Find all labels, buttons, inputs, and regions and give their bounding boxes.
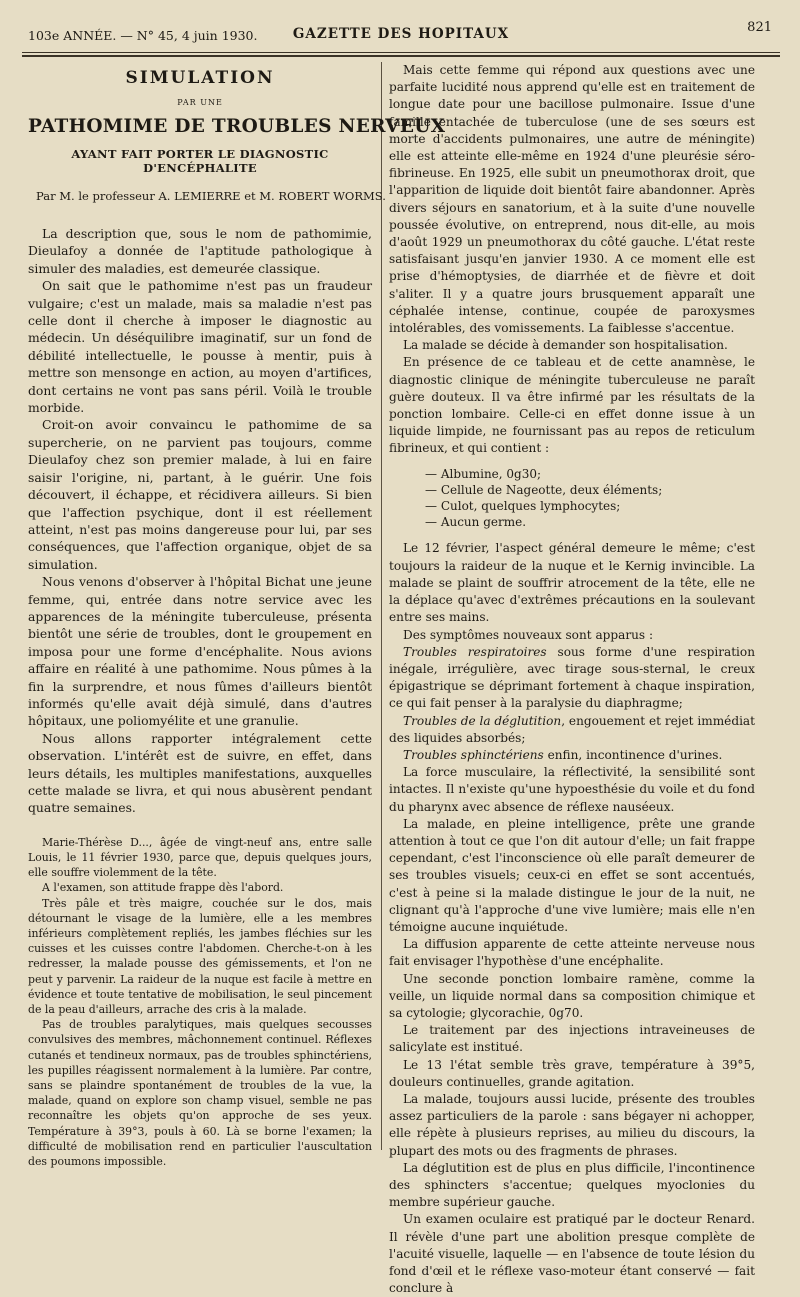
paragraph: La malade, en pleine intelligence, prête une grande attention à tout ce que l'on dit autour d'elle; un fait frappe cependant, c'est l'inconscience où elle paraît demeurer de ses troubles visuels; ceux-ci en effet se sont accentués, c'est à peine si la malade distingue le jour de la nuit, ne clignant qu'à l'approche d'une vive lumière; mais elle n'en témoigne aucune inquiétude. xyxy=(389,816,755,934)
symptom-paragraph xyxy=(389,713,755,747)
list-item: — Cellule de Nageotte, deux éléments; xyxy=(425,482,663,497)
list-item: — Albumine, 0g30; xyxy=(425,466,542,481)
paragraph: La déglutition est de plus en plus difficile, l'incontinence des sphincters s'accentue; quelques myoclonies du membre supérieur gauche. xyxy=(389,1160,755,1210)
right-column xyxy=(389,62,755,1297)
issue-info: 103e ANNÉE. — N° 45, 4 juin 1930. xyxy=(28,28,258,43)
article-subtitle: AYANT FAIT PORTER LE DIAGNOSTIC D'ENCÉPHALITE xyxy=(71,147,329,175)
paragraph: Marie-Thérèse D..., âgée de vingt-neuf ans, entre salle Louis, le 11 février 1930, parce que, depuis quelques jours, elle souffre violemment de la tête. xyxy=(28,835,372,880)
symptom-paragraph xyxy=(389,747,755,764)
paragraph: Un examen oculaire est pratiqué par le docteur Renard. Il révèle d'une part une abolition presque complète de l'acuité visuelle, laquelle — en l'absence de toute lésion du fond d'œil et le réflexe vaso-moteur étant conservé — fait conclure à xyxy=(389,1212,755,1296)
symptom-text: enfin, incontinence d'urines. xyxy=(543,747,723,762)
paragraph: La malade se décide à demander son hospitalisation. xyxy=(403,338,728,353)
paragraph: Le 13 l'état semble très grave, température à 39°5, douleurs continuelles, grande agitation. xyxy=(389,1057,755,1089)
paragraph: On sait que le pathomime n'est pas un fraudeur vulgaire; c'est un malade, mais sa maladie n'est pas celle dont il cherche à imposer le diagnostic au médecin. Un déséquilibre imaginatif, sur un fond de débilité intellectuelle, le pousse à mentir, puis à mettre son mensonge en action, au moyen d'artifices, dont certains ne vont pas sans péril. Voilà le trouble morbide. xyxy=(28,278,372,416)
left-column xyxy=(28,62,446,1169)
article-kicker: SIMULATION xyxy=(125,68,275,88)
header-rule-double xyxy=(22,55,780,57)
article-authors: Par M. le professeur A. LEMIERRE et M. ROBERT WORMS. xyxy=(36,189,386,203)
article-title: PATHOMIME DE TROUBLES NERVEUX xyxy=(28,116,446,137)
symptom-label: Troubles sphinctériens xyxy=(403,747,544,762)
journal-title: GAZETTE DES HOPITAUX xyxy=(292,26,510,42)
paragraph: Une seconde ponction lombaire ramène, comme la veille, un liquide normal dans sa composition chimique et sa cytologie; glycorachie, 0g70. xyxy=(389,971,755,1020)
symptom-paragraph xyxy=(389,644,755,713)
header-rule xyxy=(22,52,780,53)
observation-text xyxy=(28,835,372,1169)
paragraph: En présence de ce tableau et de cette anamnèse, le diagnostic clinique de méningite tuberculeuse ne paraît guère douteux. Il va être infirmé par les résultats de la ponction lombaire. Celle-ci en effet donne issue à un liquide limpide, ne fournissant pas au repos de reticulum fibrineux, et qui contient : xyxy=(389,355,755,456)
paragraph: Le 12 février, l'aspect général demeure le même; c'est toujours la raideur de la nuque et le Kernig invincible. La malade se plaint de souffrir atrocement de la tête, elle ne la déplace qu'avec d'extrêmes précautions en la soulevant entre ses mains. xyxy=(389,541,755,625)
paragraph: Très pâle et très maigre, couchée sur le dos, mais détournant le visage de la lumière, elle a les membres inférieurs complètement repliés, les jambes fléchies sur les cuisses et les cuisses contre l'abdomen. Cherche-t-on à les redresser, la malade pousse des gémissements, et l'on ne peut y parvenir. La raideur de la nuque est facile à mettre en évidence et toute tentative de mobilisation, le seul pincement de la peau d'ailleurs, arrache des cris à la malade. xyxy=(28,896,372,1017)
paragraph: Le traitement par des injections intraveineuses de salicylate est institué. xyxy=(389,1023,755,1055)
list-item: — Culot, quelques lymphocytes; xyxy=(425,499,621,514)
paragraph: Mais cette femme qui répond aux questions avec une parfaite lucidité nous apprend qu'elle est en traitement de longue date pour une bacillose pulmonaire. Issue d'une famille entachée de tuberculose (une de ses sœurs est morte d'accidents pulmonaires, une autre de méningite) elle est atteinte elle-même en 1924 d'une pleurésie séro-fibrineuse. En 1925, elle subit un pneumothorax droit, que l'apparition de liquide doit bientôt faire abandonner. Après divers séjours en sanatorium, et à la suite d'une nouvelle poussée évolutive, on entreprend, nous dit-elle, au mois d'août 1929 un pneumothorax du côté gauche. L'état reste satisfaisant jusqu'en janvier 1930. A ce moment elle est prise d'hémoptysies, de diarrhée et de fièvre et doit s'aliter. Il y a quatre jours brusquement apparaît une céphalée intense, continue, coupée de paroxysmes intolérables, des vomissements. La faiblesse s'accentue. xyxy=(389,63,755,336)
symptom-text: sous forme d'une respiration inégale, irrégulière, avec tirage sous-sternal, le creux épigastrique se déprimant fortement à chaque inspiration, ce qui fait penser à la paralysie du diaphragme; xyxy=(389,644,755,711)
paragraph: Nous venons d'observer à l'hôpital Bichat une jeune femme, qui, entrée dans notre service avec les apparences de la méningite tuberculeuse, présenta bientôt une série de troubles, dont le groupement en imposa pour une forme d'encéphalite. Nous avions affaire en réalité à une pathomime. Nous pûmes à la fin la surprendre, et nous fûmes d'ailleurs bientôt informés qu'elle avait déjà simulé, dans d'autres hôpitaux, une poliomyélite et une granulie. xyxy=(28,574,372,729)
article-par-une: PAR UNE xyxy=(177,98,223,107)
symptom-label: Troubles de la déglutition xyxy=(403,713,562,728)
paragraph: Croit-on avoir convaincu le pathomime de sa supercherie, on ne parvient pas toujours, comme Dieulafoy chez son premier malade, à lui en faire saisir l'origine, ni, partant, à le guérir. Une fois découvert, il échappe, et récidivera ailleurs. Si bien que l'affection psychique, dont il est réellement atteint, n'est pas moins dangereuse pour lui, par ses conséquences, que l'affection organique, objet de sa simulation. xyxy=(28,417,372,572)
paragraph: La description que, sous le nom de pathomimie, Dieulafoy a donnée de l'aptitude pathologique à simuler des maladies, est demeurée classique. xyxy=(28,226,372,276)
column-divider xyxy=(381,62,382,1150)
right-text xyxy=(389,62,755,1297)
paragraph: La force musculaire, la réflectivité, la sensibilité sont intactes. Il n'existe qu'une hypoesthésie du voile et du fond du pharynx avec absence de réflexe nauséeux. xyxy=(389,765,755,814)
paragraph: La malade, toujours aussi lucide, présente des troubles assez particuliers de la parole : sans bégayer ni achopper, elle répète à plusieurs reprises, au milieu du discours, la plupart des mots ou des fragments de phrases. xyxy=(389,1091,755,1158)
intro-text xyxy=(28,225,372,817)
paragraph: Des symptômes nouveaux sont apparus : xyxy=(403,627,654,642)
symptom-label: Troubles respiratoires xyxy=(403,644,547,659)
paragraph: Pas de troubles paralytiques, mais quelques secousses convulsives des membres, mâchonnement continuel. Réflexes cutanés et tendineux normaux, pas de troubles sphinctériens, les pupilles réagissent normalement à la lumière. Par contre, sans se plaindre spontanément de troubles de la vue, la malade, quand on explore son champ visuel, semble ne pas reconnaître les objets qu'on approche de ses yeux. Température à 39°3, pouls à 60. Là se borne l'examen; la difficulté de mobilisation rend en particulier l'auscultation des poumons impossible. xyxy=(28,1018,372,1169)
paragraph: Nous allons rapporter intégralement cette observation. L'intérêt est de suivre, en effet, dans leurs détails, les multiples manifestations, auxquelles cette malade se livra, et qui nous abusèrent pendant quatre semaines. xyxy=(28,730,372,816)
paragraph: La diffusion apparente de cette atteinte nerveuse nous fait envisager l'hypothèse d'une encéphalite. xyxy=(389,937,755,969)
list-item: — Aucun germe. xyxy=(425,515,527,530)
symptom-text: , engouement et rejet immédiat des liquides absorbés; xyxy=(389,713,756,745)
paragraph: A l'examen, son attitude frappe dès l'abord. xyxy=(42,881,284,895)
running-header xyxy=(24,12,778,52)
page-number: 821 xyxy=(747,20,772,35)
csf-results-list xyxy=(425,466,755,531)
